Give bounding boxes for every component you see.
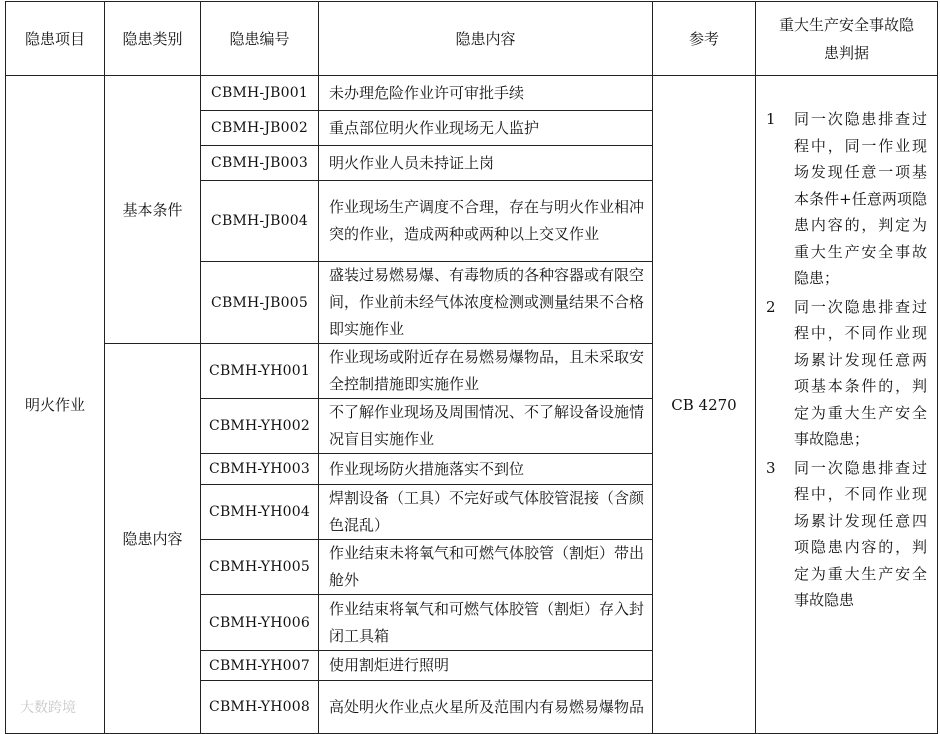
content-cell: 作业现场生产调度不合理，存在与明火作业相冲突的作业，造成两种或两种以上交叉作业 (319, 181, 653, 262)
code-cell: CBMH-JB004 (201, 181, 319, 262)
project-cell: 明火作业 (6, 76, 105, 734)
content-cell: 作业现场或附近存在易燃易爆物品，且未采取安全控制措施即实施作业 (319, 344, 653, 399)
code-cell: CBMH-YH004 (201, 485, 319, 540)
criteria-number: 3 (766, 458, 776, 477)
code-cell: CBMH-JB001 (201, 76, 319, 111)
header-item: 隐患项目 (6, 2, 105, 76)
criteria-item (766, 455, 927, 614)
criteria-number: 1 (766, 110, 776, 128)
criteria-number: 2 (766, 297, 776, 316)
category-hazard-cell: 隐患内容 (105, 344, 201, 734)
header-category: 隐患类别 (105, 2, 201, 76)
content-cell: 不了解作业现场及周围情况、不了解设备设施情况盲目实施作业 (319, 399, 653, 454)
header-basis (756, 2, 938, 76)
table-row (6, 76, 938, 111)
category-basic-cell: 基本条件 (105, 76, 201, 344)
hazard-table (5, 1, 938, 734)
criteria-text: 同一次隐患排查过程中，同一作业现场发现任意一项基本条件+任意两项隐患内容的，判定为重大生产安全事故隐患； (794, 110, 927, 287)
content-cell: 未办理危险作业许可审批手续 (319, 76, 653, 111)
code-cell: CBMH-YH001 (201, 344, 319, 399)
code-cell: CBMH-YH003 (201, 454, 319, 485)
content-cell: 作业结束将氧气和可燃气体胶管（割炬）存入封闭工具箱 (319, 595, 653, 651)
header-ref: 参考 (653, 2, 756, 76)
header-content: 隐患内容 (319, 2, 653, 76)
code-cell: CBMH-YH002 (201, 399, 319, 454)
code-cell: CBMH-YH007 (201, 651, 319, 681)
criteria-item (766, 294, 927, 453)
content-cell: 使用割炬进行照明 (319, 651, 653, 681)
content-cell: 高处明火作业点火星所及范围内有易燃易爆物品 (319, 681, 653, 734)
table-header-row (6, 2, 938, 76)
criteria-text: 同一次隐患排查过程中，不同作业现场累计发现任意两项基本条件的，判定为重大生产安全事故隐患； (794, 297, 927, 448)
reference-cell: CB 4270 (653, 76, 756, 734)
content-cell: 作业结束未将氧气和可燃气体胶管（割炬）带出舱外 (319, 540, 653, 595)
code-cell: CBMH-YH008 (201, 681, 319, 734)
content-cell: 作业现场防火措施落实不到位 (319, 454, 653, 485)
code-cell: CBMH-JB002 (201, 111, 319, 146)
content-cell: 焊割设备（工具）不完好或气体胶管混接（含颜色混乱） (319, 485, 653, 540)
criteria-cell (756, 76, 938, 734)
criteria-item (766, 106, 927, 292)
code-cell: CBMH-YH006 (201, 595, 319, 651)
header-basis-text: 重大生产安全事故隐患判据 (778, 15, 914, 62)
code-cell: CBMH-JB005 (201, 262, 319, 344)
header-code: 隐患编号 (201, 2, 319, 76)
content-cell: 重点部位明火作业现场无人监护 (319, 111, 653, 146)
criteria-text: 同一次隐患排查过程中，不同作业现场累计发现任意四项隐患内容的，判定为重大生产安全事故隐患 (794, 458, 927, 609)
content-cell: 盛装过易燃易爆、有毒物质的各种容器或有限空间，作业前未经气体浓度检测或测量结果不合格即实施作业 (319, 262, 653, 344)
content-cell: 明火作业人员未持证上岗 (319, 146, 653, 181)
watermark-logo: 大数跨境 (20, 700, 76, 716)
code-cell: CBMH-YH005 (201, 540, 319, 595)
code-cell: CBMH-JB003 (201, 146, 319, 181)
